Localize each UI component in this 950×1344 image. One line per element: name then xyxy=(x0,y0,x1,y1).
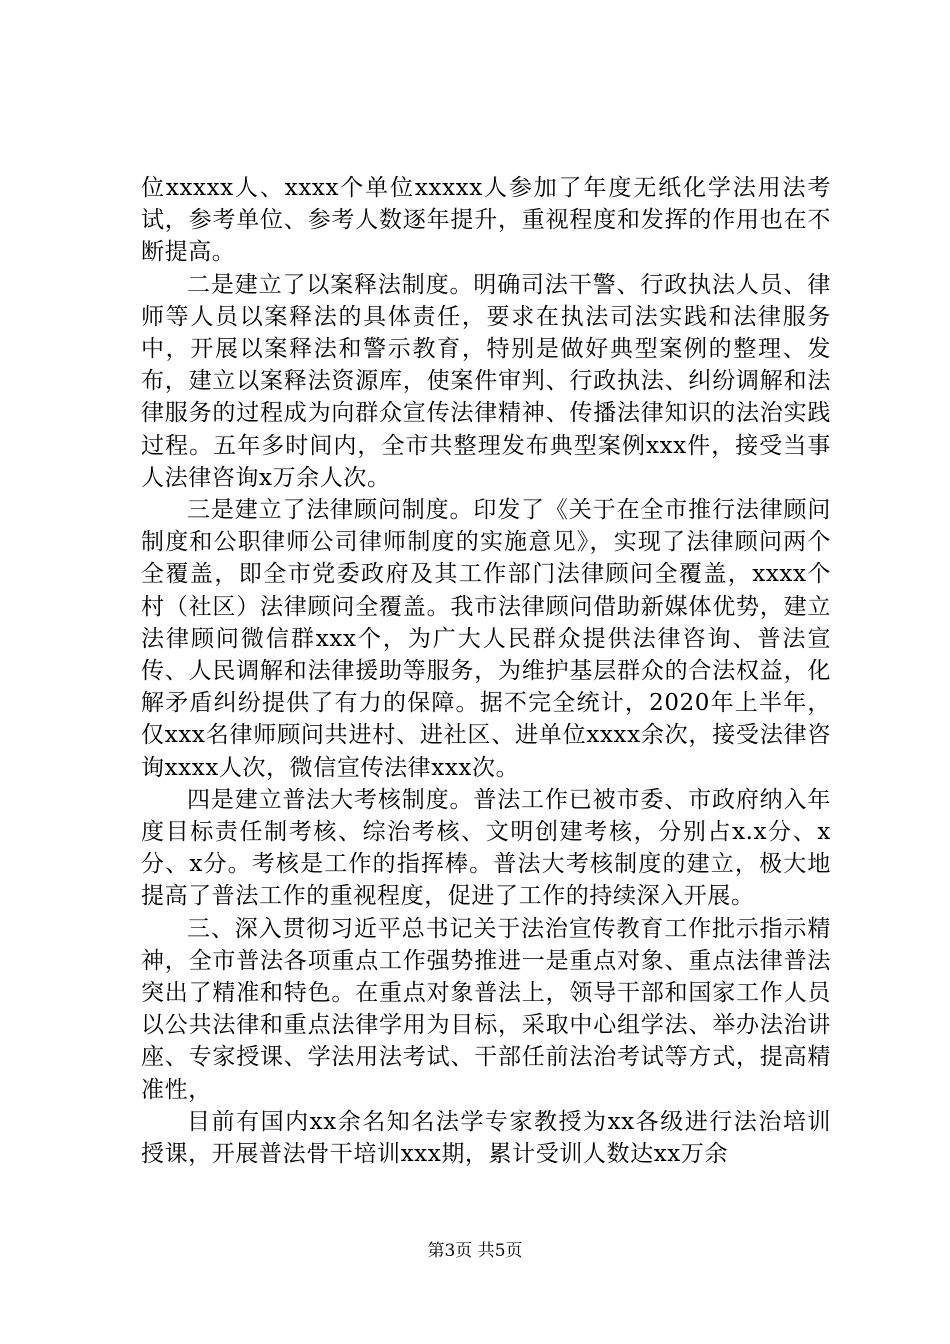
paragraph-5: 三、深入贯彻习近平总书记关于法治宣传教育工作批示指示精神，全市普法各项重点工作强势推进一是重点对象、重点法律普法突出了精准和特色。在重点对象普法上，领导干部和国家工作人员以公共法律和重点法律学用为目标，采取中心组学法、举办法治讲座、专家授课、学法用法考试、干部任前法治考试等方式，提高精准性， xyxy=(141,915,831,1103)
page-footer xyxy=(0,1240,950,1262)
paragraph-4: 四是建立普法大考核制度。普法工作已被市委、市政府纳入年度目标责任制考核、综治考核、文明创建考核，分别占x.x分、x分、x分。考核是工作的指挥棒。普法大考核制度的建立，极大地提高了普法工作的重视程度，促进了工作的持续深入开展。 xyxy=(141,786,831,910)
paragraph-2: 二是建立了以案释法制度。明确司法干警、行政执法人员、律师等人员以案释法的具体责任，要求在执法司法实践和法律服务中，开展以案释法和警示教育，特别是做好典型案例的整理、发布，建立以案释法资源库，使案件审判、行政执法、纠纷调解和法律服务的过程成为向群众宣传法律精神、传播法律知识的法治实践过程。五年多时间内，全市共整理发布典型案例xxx件，接受当事人法律咨询x万余人次。 xyxy=(141,271,831,491)
page-number: 第3页 共5页 xyxy=(427,1241,523,1261)
paragraph-1: 位xxxxx人、xxxx个单位xxxxx人参加了年度无纸化学法用法考试，参考单位、参考人数逐年提升，重视程度和发挥的作用也在不断提高。 xyxy=(141,175,831,266)
paragraph-6: 目前有国内xx余名知名法学专家教授为xx各级进行法治培训授课，开展普法骨干培训xxx期，累计受训人数达xx万余 xyxy=(141,1108,831,1168)
paragraph-3: 三是建立了法律顾问制度。印发了《关于在全市推行法律顾问制度和公职律师公司律师制度的实施意见》，实现了法律顾问两个全覆盖，即全市党委政府及其工作部门法律顾问全覆盖，xxxx个村（社区）法律顾问全覆盖。我市法律顾问借助新媒体优势，建立法律顾问微信群xxx个，为广大人民群众提供法律咨询、普法宣传、人民调解和法律援助等服务，为维护基层群众的合法权益，化解矛盾纠纷提供了有力的保障。据不完全统计，2020年上半年，仅xxx名律师顾问共进村、进社区、进单位xxxx余次，接受法律咨询xxxx人次，微信宣传法律xxx次。 xyxy=(141,497,831,781)
document-body xyxy=(141,172,831,1170)
